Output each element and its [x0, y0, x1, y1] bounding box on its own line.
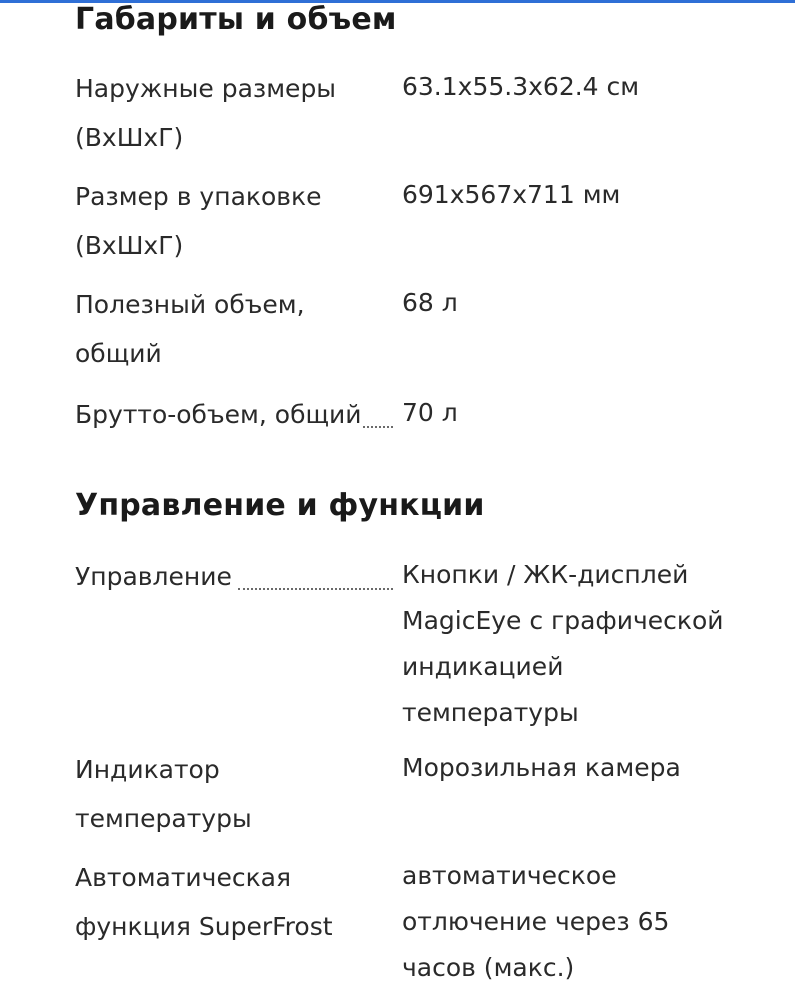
spec-label: Размер в упаковке (ВхШхГ) [75, 182, 322, 260]
spec-value: 691x567x711 мм [402, 180, 621, 209]
spec-label: Индикатор температуры [75, 755, 252, 833]
spec-label: Брутто-объем, общий [75, 400, 362, 429]
spec-value: 68 л [402, 288, 458, 317]
spec-value: Кнопки / ЖК-дисплей MagicEye с графической индикацией температуры [402, 560, 724, 727]
spec-value: автоматическое отлючение через 65 часов (макс.) [402, 861, 670, 982]
dotted-leader [238, 588, 393, 590]
spec-label: Полезный объем, общий [75, 290, 305, 368]
spec-value: 70 л [402, 398, 458, 427]
spec-value: Морозильная камера [402, 753, 681, 782]
section-title-dimensions: Габариты и объем [75, 2, 397, 37]
spec-label: Управление [75, 562, 232, 591]
spec-value: 63.1x55.3x62.4 см [402, 72, 640, 101]
section-title-controls: Управление и функции [75, 488, 485, 523]
spec-label: Наружные размеры (ВхШхГ) [75, 74, 337, 152]
spec-label: Автоматическая функция SuperFrost [75, 863, 333, 941]
dotted-leader [363, 426, 393, 428]
